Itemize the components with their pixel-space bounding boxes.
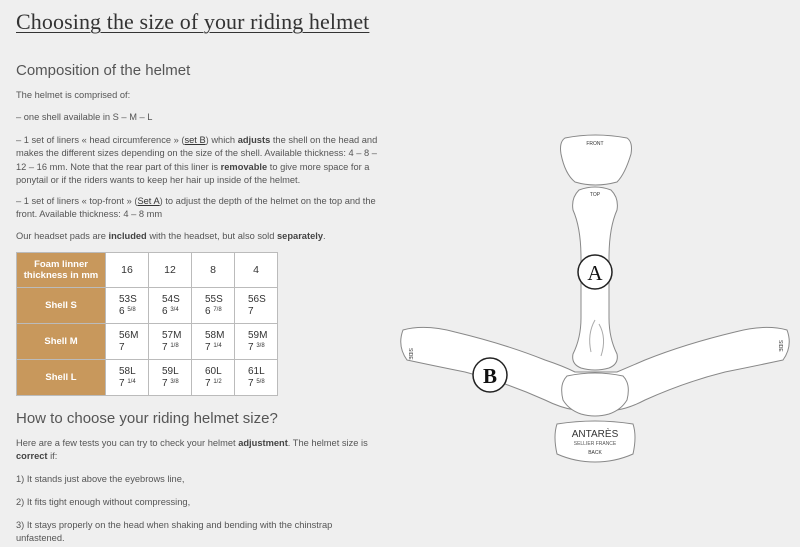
text-span: – 1 set of liners « top-front » ( [16,196,138,206]
top-label: TOP [589,192,601,198]
size-cell [106,288,149,324]
howto-heading: How to choose your riding helmet size? [16,410,278,427]
size-cell [192,360,235,396]
marker-b-label: B [482,364,498,388]
cell-size: 53S [119,294,137,305]
text-span: to give more space for a ponytail or if the riders wants to keep her hair up inside of the helmet. [16,161,370,186]
size-cell [192,324,235,360]
cell-hat-size [205,305,234,317]
cell-size: 57M [162,330,182,341]
cell-size: 59L [162,366,179,377]
size-cell [149,360,192,396]
hat-base: 6 [119,306,125,317]
cell-hat-size [248,341,277,353]
cell-hat-size [119,305,148,317]
cell-size: 54S [162,294,180,305]
hat-base: 7 [248,378,254,389]
text-span: ) which [205,135,238,145]
cell-hat-size [248,305,277,317]
helmet-liner-diagram [395,128,795,468]
size-cell [149,324,192,360]
bold-included: included [108,231,147,241]
cell-hat-size [248,377,277,389]
cell-hat-size [119,377,148,389]
cell-size: 59M [248,330,268,341]
bold-correct: correct [16,451,48,462]
bold-adjustment: adjustment [238,438,288,448]
text-span: the shell on the head and makes the different sizes depending on the size of the shell. Available thickness: 4 – 8 – 12 – 16 mm. Note that the rear part of this liner is [16,135,378,172]
howto-intro [16,437,380,464]
composition-liners-head [16,134,380,188]
side-label-right: SIDE [777,340,783,352]
marker-a-label: A [587,261,603,285]
table-row [17,288,278,324]
size-cell [106,324,149,360]
brand-logo: ANTARÈS [571,429,619,440]
cell-size: 58L [119,366,136,377]
cell-size: 61L [248,366,265,377]
cell-hat-size [162,305,191,317]
composition-shell: – one shell available in S – M – L [16,112,153,122]
text-span: – 1 set of liners « head circumference » ( [16,135,185,145]
size-table-header-row [17,253,278,288]
corner-header-text: Foam linner thickness in mm [23,259,99,281]
page-title: Choosing the size of your riding helmet [16,9,370,34]
cell-hat-size [162,341,191,353]
hat-fraction: 1/2 [213,379,222,385]
cell-size: 60L [205,366,222,377]
cell-size: 56S [248,294,266,305]
composition-heading: Composition of the helmet [16,62,191,79]
cell-hat-size [119,341,148,353]
size-cell [235,288,278,324]
cell-hat-size [205,377,234,389]
back-label: BACK [588,450,602,456]
bold-separately: separately [277,231,323,241]
back-pad-shape [562,373,629,416]
text-span: if: [47,451,58,462]
bold-adjusts: adjusts [237,135,271,145]
table-row [17,360,278,396]
composition-intro: The helmet is comprised of: [16,90,131,100]
size-table [16,252,278,396]
hat-base: 7 [248,342,254,353]
size-cell [149,288,192,324]
composition-liners-top [16,195,380,222]
howto-test-2: 2) It fits tight enough without compressing, [16,497,191,507]
cell-size: 55S [205,294,223,305]
size-table-corner-header [17,253,106,288]
text-span: . [323,231,326,241]
size-cell [106,360,149,396]
size-cell [235,360,278,396]
size-cell [235,324,278,360]
cell-hat-size [162,377,191,389]
hat-fraction: 5/8 [127,307,136,313]
cell-size: 56M [119,330,139,341]
front-label: FRONT [586,141,604,147]
composition-pads [16,230,380,243]
bold-removable: removable [220,161,268,172]
size-cell [192,288,235,324]
row-header: Shell L [17,360,106,396]
hat-base: 7 [119,378,125,389]
text-span: Our headset pads are [16,231,109,241]
hat-base: 6 [205,306,211,317]
howto-test-1: 1) It stands just above the eyebrows line, [16,474,185,484]
set-a-link[interactable]: Set A [137,196,160,206]
text-span: Here are a few tests you can try to check your helmet [16,438,239,448]
hat-fraction: 1/4 [127,379,136,385]
cell-hat-size [205,341,234,353]
cell-size: 58M [205,330,225,341]
hat-fraction: 3/8 [170,379,179,385]
table-row [17,324,278,360]
hat-base: 7 [205,342,211,353]
text-span: with the headset, but also sold [146,231,277,241]
hat-base: 7 [248,306,254,317]
hat-base: 6 [162,306,168,317]
hat-fraction: 3/8 [256,343,265,349]
column-header: 16 [106,253,149,288]
text-span: . The helmet size is [287,438,368,448]
hat-fraction: 5/8 [256,379,265,385]
text-span: ) to adjust the depth of the helmet on the top and the front. Available thickness: 4 – 8 mm [16,196,376,220]
column-header: 4 [235,253,278,288]
brand-subtitle: SELLIER FRANCE [573,441,617,447]
hat-base: 7 [162,378,168,389]
column-header: 12 [149,253,192,288]
hat-fraction: 1/8 [170,343,179,349]
hat-fraction: 1/4 [213,343,222,349]
row-header: Shell M [17,324,106,360]
row-header: Shell S [17,288,106,324]
set-b-link[interactable]: set B [184,135,206,145]
hat-base: 7 [162,342,168,353]
hat-fraction: 3/4 [170,307,179,313]
hat-base: 7 [205,378,211,389]
hat-base: 7 [119,342,125,353]
hat-fraction: 7/8 [213,307,222,313]
column-header: 8 [192,253,235,288]
howto-test-3: 3) It stays properly on the head when shaking and bending with the chinstrap unfastened. [16,520,333,544]
side-label-left: SIDE [407,348,413,360]
